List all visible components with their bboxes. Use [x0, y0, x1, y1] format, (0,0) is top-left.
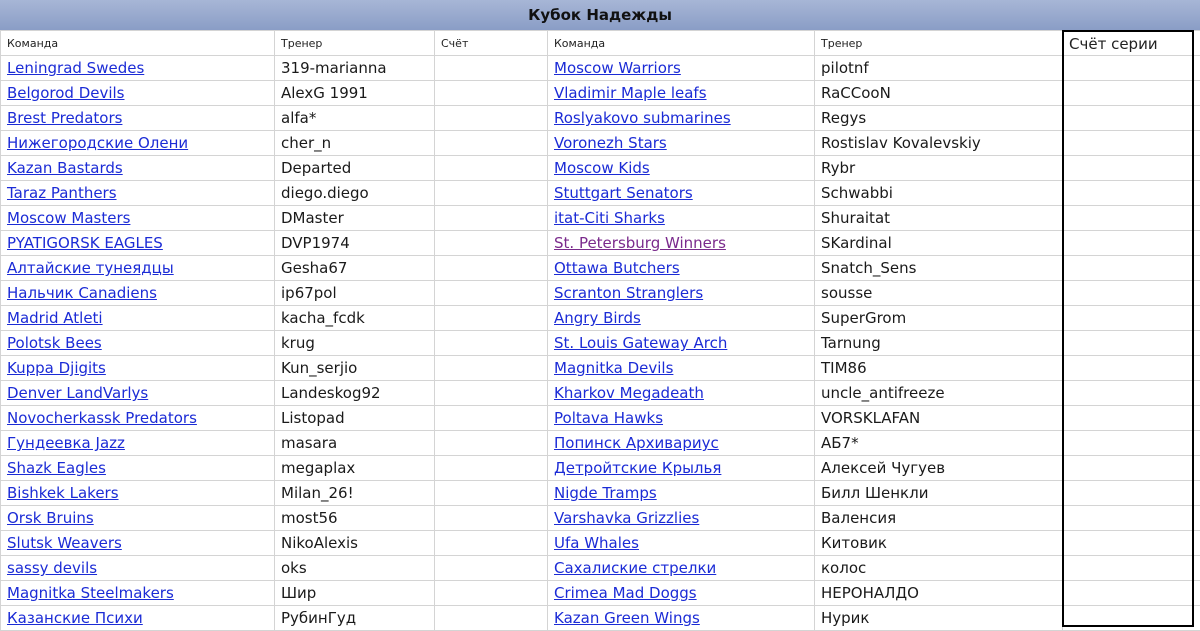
- away-team-link[interactable]: St. Petersburg Winners: [554, 234, 726, 252]
- away-coach-cell: колос: [815, 556, 1063, 581]
- series-score-cell: [1063, 256, 1200, 281]
- table-row: [1, 556, 1200, 581]
- home-team-cell: [1, 606, 275, 631]
- score-cell: [435, 431, 548, 456]
- away-team-link[interactable]: Nigde Tramps: [554, 484, 657, 502]
- table-row: [1, 181, 1200, 206]
- series-score-cell: [1063, 206, 1200, 231]
- away-team-link[interactable]: Moscow Kids: [554, 159, 650, 177]
- series-score-cell: [1063, 181, 1200, 206]
- away-team-link[interactable]: Stuttgart Senators: [554, 184, 693, 202]
- series-score-cell: [1063, 506, 1200, 531]
- score-cell: [435, 531, 548, 556]
- series-score-cell: [1063, 281, 1200, 306]
- matchup-table: [0, 30, 1200, 631]
- home-coach-cell: masara: [275, 431, 435, 456]
- home-coach-cell: alfa*: [275, 106, 435, 131]
- home-coach-cell: Milan_26!: [275, 481, 435, 506]
- table-row: [1, 306, 1200, 331]
- away-team-cell: [548, 281, 815, 306]
- series-score-cell: [1063, 431, 1200, 456]
- home-team-cell: [1, 456, 275, 481]
- home-coach-cell: Gesha67: [275, 256, 435, 281]
- away-team-link[interactable]: Ottawa Butchers: [554, 259, 680, 277]
- home-coach-cell: AlexG 1991: [275, 81, 435, 106]
- home-coach-cell: ip67pol: [275, 281, 435, 306]
- table-row: [1, 56, 1200, 81]
- score-cell: [435, 306, 548, 331]
- home-team-cell: [1, 506, 275, 531]
- home-team-link[interactable]: Leningrad Swedes: [7, 59, 144, 77]
- away-team-cell: [548, 606, 815, 631]
- header-row: [1, 31, 1200, 56]
- home-team-cell: [1, 356, 275, 381]
- home-team-cell: [1, 256, 275, 281]
- series-score-cell: [1063, 531, 1200, 556]
- away-team-cell: [548, 306, 815, 331]
- home-team-link[interactable]: Bishkek Lakers: [7, 484, 119, 502]
- away-coach-cell: VORSKLAFAN: [815, 406, 1063, 431]
- away-team-cell: [548, 106, 815, 131]
- score-cell: [435, 156, 548, 181]
- home-team-link[interactable]: Kuppa Djigits: [7, 359, 106, 377]
- away-team-link[interactable]: Kazan Green Wings: [554, 609, 700, 627]
- away-team-link[interactable]: Crimea Mad Doggs: [554, 584, 697, 602]
- series-score-cell: [1063, 156, 1200, 181]
- header-team-away: Команда: [548, 31, 815, 56]
- home-team-link[interactable]: Denver LandVarlys: [7, 384, 148, 402]
- header-coach-away: Тренер: [815, 31, 1063, 56]
- home-coach-cell: РубинГуд: [275, 606, 435, 631]
- away-team-link[interactable]: Kharkov Megadeath: [554, 384, 704, 402]
- away-team-cell: [548, 331, 815, 356]
- away-coach-cell: Rybr: [815, 156, 1063, 181]
- away-team-cell: [548, 431, 815, 456]
- away-team-cell: [548, 481, 815, 506]
- home-team-cell: [1, 81, 275, 106]
- home-team-link[interactable]: Orsk Bruins: [7, 509, 94, 527]
- home-team-link[interactable]: Нижегородские Олени: [7, 134, 188, 152]
- home-team-link[interactable]: Kazan Bastards: [7, 159, 123, 177]
- series-score-cell: [1063, 406, 1200, 431]
- home-team-link[interactable]: Polotsk Bees: [7, 334, 102, 352]
- home-team-link[interactable]: Magnitka Steelmakers: [7, 584, 174, 602]
- series-score-cell: [1063, 606, 1200, 631]
- score-cell: [435, 181, 548, 206]
- home-team-link[interactable]: Slutsk Weavers: [7, 534, 122, 552]
- away-team-link[interactable]: Сахалиские стрелки: [554, 559, 716, 577]
- away-coach-cell: НЕРОНАЛДО: [815, 581, 1063, 606]
- home-team-cell: [1, 281, 275, 306]
- table-row: [1, 506, 1200, 531]
- away-coach-cell: Алексей Чугуев: [815, 456, 1063, 481]
- away-team-link[interactable]: Roslyakovo submarines: [554, 109, 731, 127]
- away-team-link[interactable]: itat-Citi Sharks: [554, 209, 665, 227]
- away-coach-cell: Regys: [815, 106, 1063, 131]
- home-team-link[interactable]: PYATIGORSK EAGLES: [7, 234, 163, 252]
- series-score-cell: [1063, 481, 1200, 506]
- away-coach-cell: Валенсия: [815, 506, 1063, 531]
- home-coach-cell: Departed: [275, 156, 435, 181]
- series-score-cell: [1063, 306, 1200, 331]
- away-coach-cell: Tarnung: [815, 331, 1063, 356]
- table-row: [1, 481, 1200, 506]
- series-score-cell: [1063, 556, 1200, 581]
- away-team-cell: [548, 456, 815, 481]
- series-score-cell: [1063, 81, 1200, 106]
- table-row: [1, 106, 1200, 131]
- away-team-cell: [548, 381, 815, 406]
- away-team-cell: [548, 556, 815, 581]
- home-coach-cell: 319-marianna: [275, 56, 435, 81]
- table-row: [1, 581, 1200, 606]
- away-team-cell: [548, 531, 815, 556]
- table-row: [1, 331, 1200, 356]
- sheet-title: Кубок Надежды: [0, 0, 1200, 30]
- away-team-cell: [548, 206, 815, 231]
- home-coach-cell: DMaster: [275, 206, 435, 231]
- away-coach-cell: pilotnf: [815, 56, 1063, 81]
- home-coach-cell: kacha_fcdk: [275, 306, 435, 331]
- away-team-cell: [548, 256, 815, 281]
- home-team-cell: [1, 306, 275, 331]
- series-score-cell: [1063, 231, 1200, 256]
- home-team-cell: [1, 431, 275, 456]
- score-cell: [435, 556, 548, 581]
- home-team-link[interactable]: Казанские Психи: [7, 609, 143, 627]
- away-team-link[interactable]: Varshavka Grizzlies: [554, 509, 699, 527]
- home-team-link[interactable]: Brest Predators: [7, 109, 122, 127]
- table-row: [1, 406, 1200, 431]
- home-coach-cell: Шир: [275, 581, 435, 606]
- series-score-cell: [1063, 456, 1200, 481]
- home-coach-cell: megaplax: [275, 456, 435, 481]
- away-team-link[interactable]: Magnitka Devils: [554, 359, 673, 377]
- table-row: [1, 431, 1200, 456]
- away-team-link[interactable]: Детройтские Крылья: [554, 459, 721, 477]
- away-team-cell: [548, 156, 815, 181]
- home-team-cell: [1, 481, 275, 506]
- home-coach-cell: DVP1974: [275, 231, 435, 256]
- header-score: Счёт: [435, 31, 548, 56]
- home-team-cell: [1, 556, 275, 581]
- score-cell: [435, 231, 548, 256]
- away-coach-cell: TIM86: [815, 356, 1063, 381]
- table-row: [1, 281, 1200, 306]
- home-team-link[interactable]: Belgorod Devils: [7, 84, 125, 102]
- home-coach-cell: Landeskog92: [275, 381, 435, 406]
- score-cell: [435, 331, 548, 356]
- home-team-cell: [1, 231, 275, 256]
- table-row: [1, 606, 1200, 631]
- away-team-link[interactable]: St. Louis Gateway Arch: [554, 334, 727, 352]
- away-team-cell: [548, 406, 815, 431]
- home-team-cell: [1, 331, 275, 356]
- away-team-cell: [548, 506, 815, 531]
- away-team-link[interactable]: Voronezh Stars: [554, 134, 667, 152]
- home-team-cell: [1, 181, 275, 206]
- score-cell: [435, 481, 548, 506]
- score-cell: [435, 206, 548, 231]
- away-team-link[interactable]: Ufa Whales: [554, 534, 639, 552]
- home-team-cell: [1, 56, 275, 81]
- score-cell: [435, 56, 548, 81]
- home-team-cell: [1, 381, 275, 406]
- away-team-cell: [548, 181, 815, 206]
- series-score-cell: [1063, 56, 1200, 81]
- score-cell: [435, 381, 548, 406]
- away-team-cell: [548, 231, 815, 256]
- away-coach-cell: АБ7*: [815, 431, 1063, 456]
- home-team-cell: [1, 406, 275, 431]
- score-cell: [435, 131, 548, 156]
- home-team-cell: [1, 131, 275, 156]
- away-team-link[interactable]: Scranton Stranglers: [554, 284, 703, 302]
- table-row: [1, 381, 1200, 406]
- away-coach-cell: Snatch_Sens: [815, 256, 1063, 281]
- home-coach-cell: most56: [275, 506, 435, 531]
- header-series-score: Счёт серии: [1063, 31, 1200, 56]
- home-team-cell: [1, 106, 275, 131]
- away-coach-cell: Rostislav Kovalevskiy: [815, 131, 1063, 156]
- away-coach-cell: Shuraitat: [815, 206, 1063, 231]
- home-coach-cell: Kun_serjio: [275, 356, 435, 381]
- table-row: [1, 231, 1200, 256]
- table-row: [1, 156, 1200, 181]
- home-team-cell: [1, 581, 275, 606]
- score-cell: [435, 256, 548, 281]
- away-team-link[interactable]: Попинск Архивариус: [554, 434, 719, 452]
- away-team-cell: [548, 81, 815, 106]
- score-cell: [435, 406, 548, 431]
- home-coach-cell: krug: [275, 331, 435, 356]
- home-team-link[interactable]: Нальчик Canadiens: [7, 284, 157, 302]
- home-coach-cell: Listopad: [275, 406, 435, 431]
- away-coach-cell: Нурик: [815, 606, 1063, 631]
- score-cell: [435, 81, 548, 106]
- away-coach-cell: RaCCooN: [815, 81, 1063, 106]
- score-cell: [435, 281, 548, 306]
- series-score-cell: [1063, 356, 1200, 381]
- away-team-cell: [548, 131, 815, 156]
- away-coach-cell: SuperGrom: [815, 306, 1063, 331]
- home-team-link[interactable]: Гундеевка Jazz: [7, 434, 125, 452]
- table-row: [1, 81, 1200, 106]
- away-team-cell: [548, 581, 815, 606]
- series-score-cell: [1063, 381, 1200, 406]
- home-team-link[interactable]: Алтайские тунеядцы: [7, 259, 174, 277]
- home-team-cell: [1, 531, 275, 556]
- table-row: [1, 356, 1200, 381]
- score-cell: [435, 356, 548, 381]
- away-team-link[interactable]: Moscow Warriors: [554, 59, 681, 77]
- home-team-link[interactable]: Madrid Atleti: [7, 309, 103, 327]
- home-coach-cell: diego.diego: [275, 181, 435, 206]
- home-team-link[interactable]: Taraz Panthers: [7, 184, 117, 202]
- score-cell: [435, 456, 548, 481]
- score-cell: [435, 106, 548, 131]
- away-team-link[interactable]: Vladimir Maple leafs: [554, 84, 707, 102]
- header-coach-home: Тренер: [275, 31, 435, 56]
- home-team-link[interactable]: Moscow Masters: [7, 209, 130, 227]
- home-coach-cell: NikoAlexis: [275, 531, 435, 556]
- away-team-cell: [548, 356, 815, 381]
- home-team-cell: [1, 206, 275, 231]
- away-coach-cell: sousse: [815, 281, 1063, 306]
- score-cell: [435, 581, 548, 606]
- home-team-cell: [1, 156, 275, 181]
- away-coach-cell: Schwabbi: [815, 181, 1063, 206]
- away-coach-cell: SKardinal: [815, 231, 1063, 256]
- away-team-link[interactable]: Poltava Hawks: [554, 409, 663, 427]
- series-score-cell: [1063, 331, 1200, 356]
- series-score-cell: [1063, 581, 1200, 606]
- away-team-cell: [548, 56, 815, 81]
- away-coach-cell: Китовик: [815, 531, 1063, 556]
- score-cell: [435, 506, 548, 531]
- series-score-cell: [1063, 131, 1200, 156]
- series-score-cell: [1063, 106, 1200, 131]
- table-row: [1, 131, 1200, 156]
- away-coach-cell: uncle_antifreeze: [815, 381, 1063, 406]
- home-team-link[interactable]: Novocherkassk Predators: [7, 409, 197, 427]
- away-team-link[interactable]: Angry Birds: [554, 309, 641, 327]
- table-row: [1, 531, 1200, 556]
- table-row: [1, 256, 1200, 281]
- home-team-link[interactable]: sassy devils: [7, 559, 97, 577]
- home-coach-cell: oks: [275, 556, 435, 581]
- table-row: [1, 456, 1200, 481]
- away-coach-cell: Билл Шенкли: [815, 481, 1063, 506]
- table-row: [1, 206, 1200, 231]
- home-team-link[interactable]: Shazk Eagles: [7, 459, 106, 477]
- score-cell: [435, 606, 548, 631]
- home-coach-cell: cher_n: [275, 131, 435, 156]
- header-team-home: Команда: [1, 31, 275, 56]
